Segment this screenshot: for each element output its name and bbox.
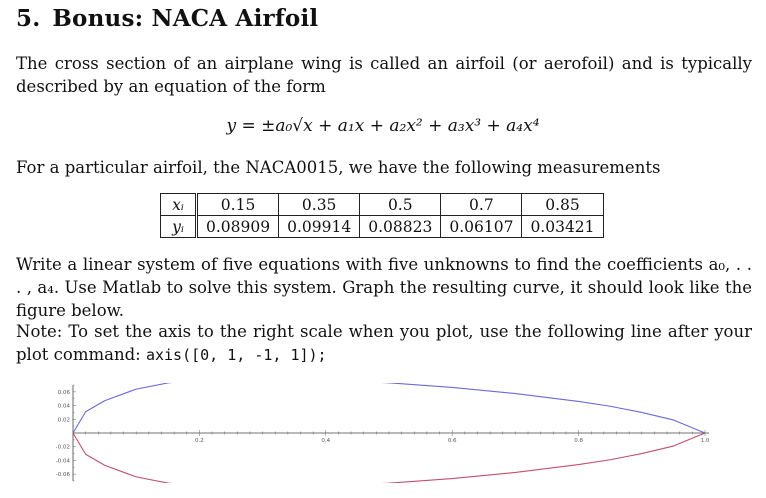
table-cell: 0.85 bbox=[522, 194, 603, 216]
x-tick-label: 0.6 bbox=[447, 438, 457, 444]
table-cell: 0.06107 bbox=[441, 216, 522, 238]
table-row-x bbox=[161, 194, 604, 216]
section-number: 5. bbox=[16, 5, 41, 32]
section-title: Bonus: NACA Airfoil bbox=[52, 5, 319, 32]
code-snippet: axis([0, 1, -1, 1]); bbox=[145, 346, 327, 364]
upper-surface-line bbox=[73, 383, 705, 433]
y-tick-label: 0.06 bbox=[57, 389, 70, 396]
y-label: yᵢ bbox=[161, 216, 197, 238]
airfoil-equation: y = ±a₀√x + a₁x + a₂x² + a₃x³ + a₄x⁴ bbox=[226, 116, 540, 136]
lower-surface-line bbox=[73, 433, 705, 483]
note-text: Note: To set the axis to the right scale when you plot, use the following line after your plot command: bbox=[16, 322, 752, 364]
measurements-table bbox=[160, 193, 604, 238]
y-tick-label: -0.02 bbox=[55, 444, 70, 451]
note-paragraph bbox=[16, 320, 752, 367]
x-tick-label: 0.8 bbox=[574, 438, 583, 444]
intro-paragraph: The cross section of an airplane wing is called an airfoil (or aerofoil) and is typically described by an equation of the form bbox=[16, 54, 752, 96]
y-tick-label: -0.06 bbox=[55, 472, 70, 479]
table-cell: 0.7 bbox=[441, 194, 522, 216]
x-tick-label: 0.4 bbox=[321, 438, 331, 444]
y-tick-label: 0.02 bbox=[57, 417, 70, 424]
table-cell: 0.03421 bbox=[522, 216, 603, 238]
x-tick-label: 0.2 bbox=[195, 438, 204, 444]
y-tick-label: 0.04 bbox=[57, 403, 70, 410]
section-heading bbox=[16, 5, 318, 32]
y-tick-label: -0.04 bbox=[55, 458, 70, 465]
table-cell: 0.08823 bbox=[360, 216, 441, 238]
x-label: xᵢ bbox=[161, 194, 197, 216]
table-cell: 0.35 bbox=[279, 194, 360, 216]
table-cell: 0.09914 bbox=[279, 216, 360, 238]
x-tick-label: 1.0 bbox=[700, 438, 710, 444]
table-cell: 0.15 bbox=[197, 194, 279, 216]
airfoil-plot bbox=[40, 383, 720, 483]
instructions-paragraph: Write a linear system of five equations with five unknowns to find the coefficients a₀, . . . , a₄. Use Matlab to solve this system. Graph the resulting curve, it should look like the figure below. bbox=[16, 255, 752, 320]
table-cell: 0.08909 bbox=[197, 216, 279, 238]
table-row-y bbox=[161, 216, 604, 238]
table-cell: 0.5 bbox=[360, 194, 441, 216]
measurements-intro: For a particular airfoil, the NACA0015, we have the following measurements bbox=[16, 158, 661, 177]
